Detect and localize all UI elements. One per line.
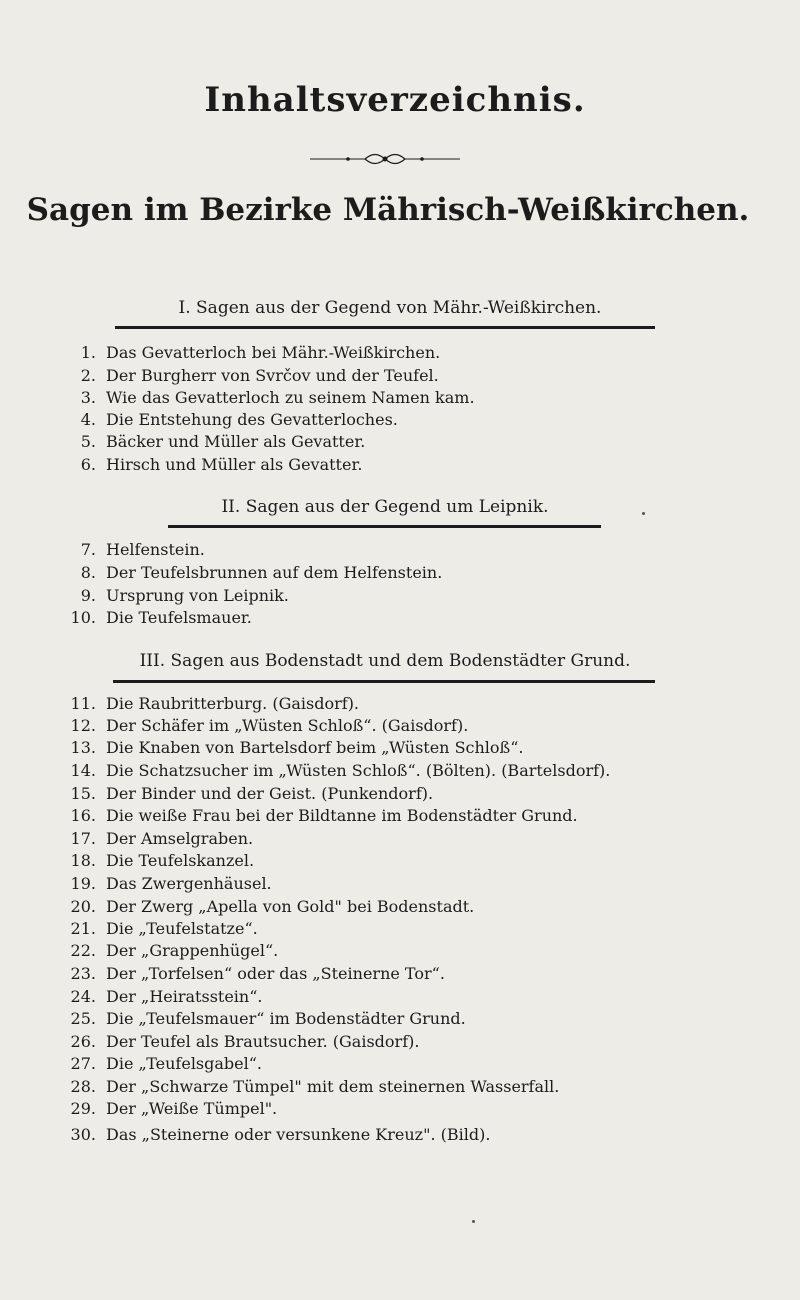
entry-number: 17. bbox=[70, 829, 96, 848]
entry-number: 11. bbox=[70, 694, 96, 713]
entry-text: Der „Schwarze Tümpel" mit dem steinernen Wasserfall. bbox=[106, 1077, 560, 1096]
entry-text: Der „Grappenhügel“. bbox=[106, 941, 279, 960]
entry-text: Der Teufelsbrunnen auf dem Helfenstein. bbox=[106, 563, 443, 582]
entry-text: Das „Steinerne oder versunkene Kreuz". (Bild). bbox=[106, 1125, 491, 1144]
entry-number: 7. bbox=[80, 540, 96, 559]
entry-number: 9. bbox=[80, 586, 96, 605]
entry-text: Hirsch und Müller als Gevatter. bbox=[106, 455, 363, 474]
entry-number: 14. bbox=[70, 761, 96, 780]
entry-text: Die Teufelsmauer. bbox=[106, 608, 252, 627]
entry-text: Der Burgherr von Svrčov und der Teufel. bbox=[106, 366, 439, 385]
entry-text: Bäcker und Müller als Gevatter. bbox=[106, 432, 366, 451]
entry-number: 30. bbox=[70, 1125, 96, 1144]
section-rule-2 bbox=[168, 525, 601, 528]
entry-text: Der Amselgraben. bbox=[106, 829, 254, 848]
entry-number: 2. bbox=[80, 366, 96, 385]
entry-text: Das Gevatterloch bei Mähr.-Weißkirchen. bbox=[106, 343, 441, 362]
entry-text: Die Schatzsucher im „Wüsten Schloß“. (Bölten). (Bartelsdorf). bbox=[106, 761, 611, 780]
entry-text: Der Binder und der Geist. (Punkendorf). bbox=[106, 784, 434, 803]
entry-text: Der Teufel als Brautsucher. (Gaisdorf). bbox=[106, 1032, 420, 1051]
entry-number: 25. bbox=[70, 1009, 96, 1028]
entry-text: Der Schäfer im „Wüsten Schloß“. (Gaisdorf). bbox=[106, 716, 469, 735]
entry-number: 4. bbox=[80, 410, 96, 429]
entry-number: 29. bbox=[70, 1099, 96, 1118]
entry-text: Die weiße Frau bei der Bildtanne im Bodenstädter Grund. bbox=[106, 806, 578, 825]
entry-number: 19. bbox=[70, 874, 96, 893]
entry-text: Der „Heiratsstein“. bbox=[106, 987, 263, 1006]
entry-number: 24. bbox=[70, 987, 96, 1006]
subtitle: Sagen im Bezirke Mährisch-Weißkirchen. bbox=[26, 192, 750, 228]
entry-number: 1. bbox=[80, 343, 96, 362]
entry-number: 6. bbox=[80, 455, 96, 474]
entry-text: Wie das Gevatterloch zu seinem Namen kam. bbox=[106, 388, 475, 407]
section-rule-3 bbox=[113, 680, 655, 683]
entry-number: 12. bbox=[70, 716, 96, 735]
entry-number: 8. bbox=[80, 563, 96, 582]
entry-number: 10. bbox=[70, 608, 96, 627]
entry-text: Die Knaben von Bartelsdorf beim „Wüsten Schloß“. bbox=[106, 738, 524, 757]
entry-number: 21. bbox=[70, 919, 96, 938]
speck bbox=[472, 1220, 475, 1223]
entry-number: 20. bbox=[70, 897, 96, 916]
speck bbox=[642, 512, 645, 515]
entry-text: Helfenstein. bbox=[106, 540, 205, 559]
entry-text: Das Zwergenhäusel. bbox=[106, 874, 272, 893]
entry-number: 18. bbox=[70, 851, 96, 870]
entry-text: Die Teufelskanzel. bbox=[106, 851, 255, 870]
entry-text: Ursprung von Leipnik. bbox=[106, 586, 289, 605]
entry-text: Der „Weiße Tümpel". bbox=[106, 1099, 278, 1118]
entry-number: 13. bbox=[70, 738, 96, 757]
section-heading-1: I. Sagen aus der Gegend von Mähr.-Weißkirchen. bbox=[178, 298, 602, 318]
section-rule-1 bbox=[115, 326, 655, 329]
section-heading-3: III. Sagen aus Bodenstadt und dem Bodenstädter Grund. bbox=[139, 651, 631, 671]
entry-number: 16. bbox=[70, 806, 96, 825]
ornament-divider bbox=[310, 150, 460, 168]
entry-number: 22. bbox=[70, 941, 96, 960]
entry-text: Die „Teufelsgabel“. bbox=[106, 1054, 263, 1073]
entry-text: Der „Torfelsen“ oder das „Steinerne Tor“. bbox=[106, 964, 445, 983]
entry-text: Die „Teufelsmauer“ im Bodenstädter Grund. bbox=[106, 1009, 466, 1028]
entry-number: 23. bbox=[70, 964, 96, 983]
entry-number: 27. bbox=[70, 1054, 96, 1073]
page-title: Inhaltsverzeichnis. bbox=[204, 80, 586, 120]
entry-text: Der Zwerg „Apella von Gold" bei Bodenstadt. bbox=[106, 897, 475, 916]
section-heading-2: II. Sagen aus der Gegend um Leipnik. bbox=[221, 497, 549, 517]
entry-number: 5. bbox=[80, 432, 96, 451]
entry-text: Die „Teufelstatze“. bbox=[106, 919, 258, 938]
entry-number: 15. bbox=[70, 784, 96, 803]
entry-text: Die Entstehung des Gevatterloches. bbox=[106, 410, 398, 429]
entry-number: 3. bbox=[80, 388, 96, 407]
entry-number: 28. bbox=[70, 1077, 96, 1096]
entry-number: 26. bbox=[70, 1032, 96, 1051]
entry-text: Die Raubritterburg. (Gaisdorf). bbox=[106, 694, 360, 713]
